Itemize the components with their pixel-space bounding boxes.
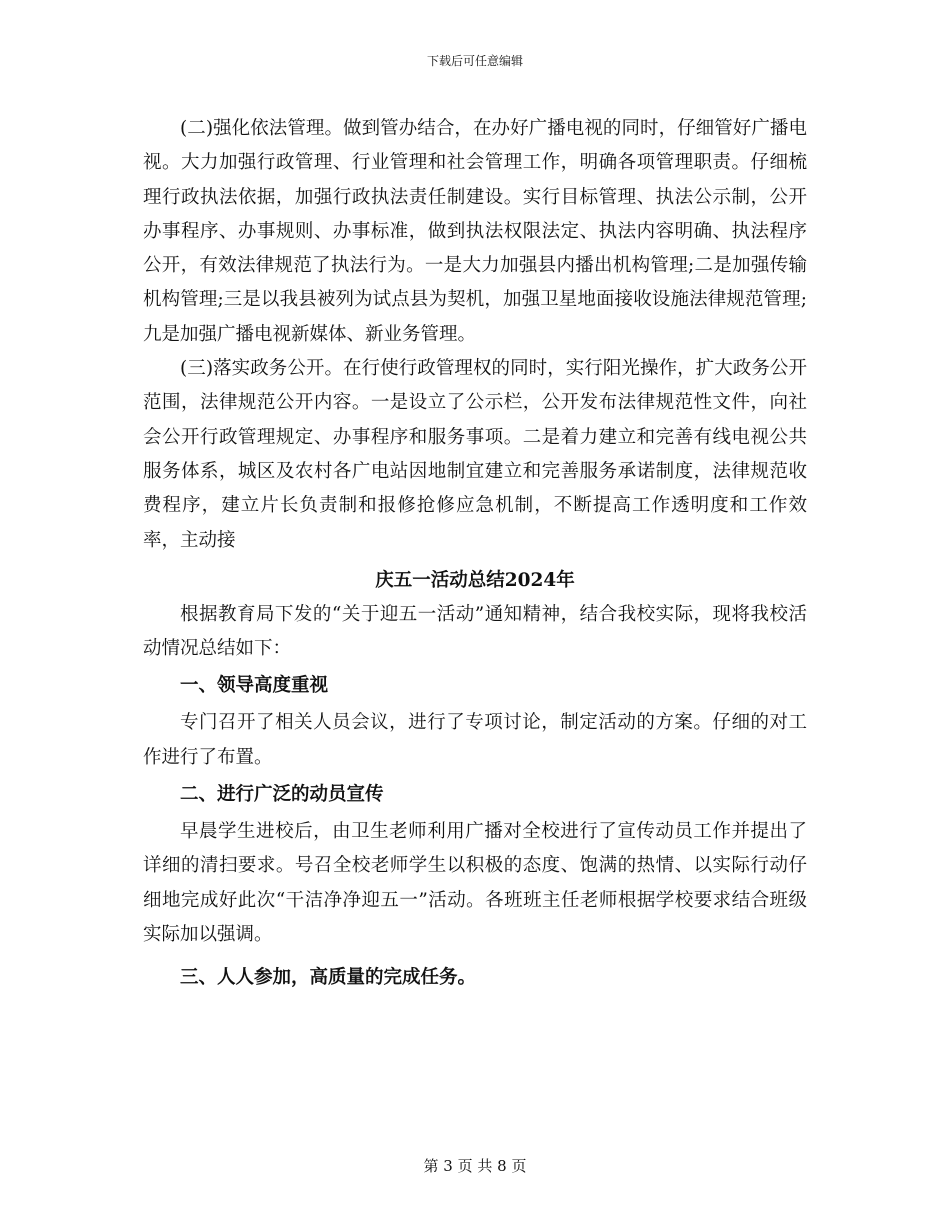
paragraph-leadership: 专门召开了相关人员会议，进行了专项讨论，制定活动的方案。仔细的对工作进行了布置。: [143, 712, 807, 768]
paragraph-strengthen-law-management: (二)强化依法管理。做到管办结合，在办好广播电视的同时，仔细管好广播电视。大力加强行政管理、行业管理和社会管理工作，明确各项管理职责。仔细梳理行政执法依据，加强行政执法责任制建设。实行目标管理、执法公示制，公开办事程序、办事规则、办事标准，做到执法权限法定、执法内容明确、执法程序公开，有效法律规范了执法行为。一是大力加强县内播出机构管理;二是加强传输机构管理;三是以我县被列为试点县为契机，加强卫星地面接收设施法律规范管理;九是加强广播电视新媒体、新业务管理。: [143, 118, 807, 345]
paragraph-mobilization: 早晨学生进校后，由卫生老师利用广播对全校进行了宣传动员工作并提出了详细的清扫要求。号召全校老师学生以积极的态度、饱满的热情、以实际行动仔细地完成好此次“干洁净净迎五一”活动。各班班主任老师根据学校要求结合班级实际加以强调。: [143, 821, 807, 945]
section-heading-mobilization: 二、进行广泛的动员宣传: [180, 784, 384, 806]
page-header: 下载后可任意编辑: [426, 54, 523, 68]
paragraph-intro: 根据教育局下发的“关于迎五一活动”通知精神，结合我校实际，现将我校活动情况总结如下：: [143, 603, 807, 660]
document-title: 庆五一活动总结2024年: [375, 569, 575, 591]
paragraph-government-affairs-openness: (三)落实政务公开。在行使行政管理权的同时，实行阳光操作，扩大政务公开范围，法律规范公开内容。一是设立了公示栏，公开发布法律规范性文件，向社会公开行政管理规定、办事程序和服务事项。二是着力建立和完善有线电视公共服务体系，城区及农村各广电站因地制宜建立和完善服务承诺制度，法律规范收费程序，建立片长负责制和报修抢修应急机制，不断提高工作透明度和工作效率，主动接: [143, 358, 807, 551]
section-heading-participation: 三、人人参加，高质量的完成任务。: [180, 967, 477, 989]
page-number: 第 3 页 共 8 页: [423, 1157, 527, 1175]
section-heading-leadership: 一、领导高度重视: [180, 675, 329, 697]
document-body: [143, 112, 807, 998]
